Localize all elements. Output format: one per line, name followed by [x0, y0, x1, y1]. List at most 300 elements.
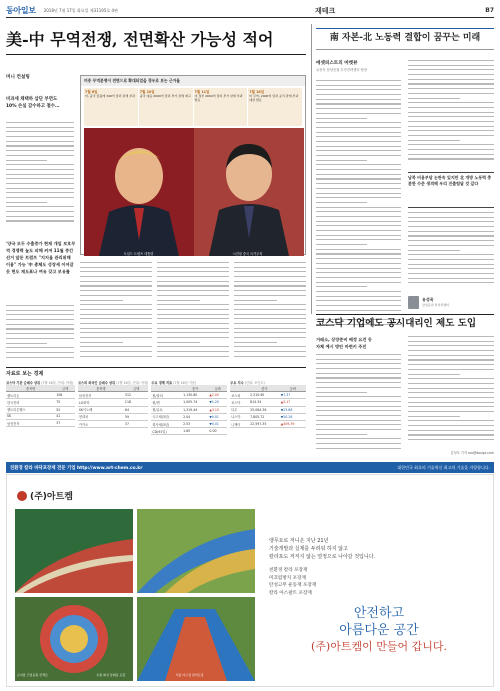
- text-line: [6, 352, 74, 353]
- text-line: [408, 254, 494, 255]
- ad-top-banner: [6, 462, 494, 473]
- rates-table: 종가 등락 원/달러 1,130.80 ▲2.00 원/엔 1,005.74 ▼1.20 원/유로 1,319.44 ▲3.10 국고채(3년) 2.04 ▼0.01 회사채(3년) 2.53 ▼0.01 CD(91일) 1.65 0.00: [151, 385, 227, 435]
- text-line: [408, 154, 494, 155]
- text-line: [316, 174, 401, 175]
- intro-line-1: 비과세 채택하 삼단 부면도: [6, 97, 58, 102]
- author-photo: [408, 296, 419, 309]
- ad-photo-caption: 곤지암 근린공원 산책로: [17, 673, 48, 677]
- text-line: [6, 122, 74, 123]
- text-line: [157, 271, 229, 272]
- text-line: [408, 350, 494, 351]
- timeline-text: 미 무역, 2000억 달러 공식 관세 부과 대상 발표: [249, 94, 299, 102]
- text-line: [316, 415, 401, 416]
- text-line: [316, 359, 401, 360]
- text-line: [80, 295, 152, 296]
- market-tables: [6, 380, 306, 456]
- text-line: [408, 439, 494, 440]
- text-line: [80, 342, 123, 343]
- text-line: [234, 281, 306, 282]
- timeline: [84, 88, 302, 126]
- text-line: [408, 430, 494, 431]
- text-line: [316, 429, 401, 430]
- text-line: [157, 285, 229, 286]
- left-headline-rule: [6, 54, 306, 55]
- text-line: [157, 351, 229, 352]
- text-line: [408, 250, 460, 251]
- text-line: [316, 443, 401, 444]
- right-col2-body-top: [408, 60, 494, 168]
- text-line: [408, 282, 494, 283]
- ad-photo-caption: 서울 야구장 칼라포장: [175, 673, 204, 677]
- left-col1-lower-body: [6, 305, 74, 363]
- text-line: [316, 127, 401, 128]
- lower-article-rule: [316, 314, 494, 315]
- timeline-text: 미 정부 2000억 달러 추가 관세 부과 발표: [194, 94, 243, 102]
- text-line: [408, 149, 494, 150]
- text-line: [6, 216, 74, 217]
- text-line: [80, 356, 152, 357]
- text-line: [408, 411, 494, 412]
- right-col1-body: [316, 80, 401, 330]
- ad-logo: [17, 489, 73, 502]
- text-line: [6, 338, 74, 339]
- text-line: [234, 342, 277, 343]
- table-row: 국고채(3년) 2.04 ▼0.01: [151, 413, 227, 420]
- text-line: [6, 169, 74, 170]
- text-line: [408, 383, 494, 384]
- text-line: [316, 188, 401, 189]
- text-line: [316, 368, 401, 369]
- left-col3-body: [157, 262, 229, 362]
- text-line: [80, 304, 152, 305]
- text-line: [316, 216, 401, 217]
- text-line: [316, 396, 401, 397]
- table-row: 셀트리온 108: [6, 392, 75, 399]
- signature-name: 유성욱: [422, 297, 434, 302]
- text-line: [6, 333, 74, 334]
- intro-headline: [6, 96, 74, 110]
- text-line: [408, 336, 494, 337]
- text-line: [234, 337, 306, 338]
- text-line: [6, 160, 47, 161]
- table-row: 현대차 59: [78, 413, 149, 420]
- left-subhead: '양국 모두 수출증가 현재 개입 보호무역 경쟁력 높도 피해 커져 11월 중간선거 앞둔 트럼프 "지지율 관리위해 이용" 가능 '中 총체도 성장세 이어갈듯 헌도 재도표나 여유 갖고 보유를: [6, 241, 76, 274]
- left-headline: 美-中 무역전쟁, 전면확산 가능성 적어: [6, 30, 274, 49]
- text-line: [80, 290, 152, 291]
- text-line: [316, 146, 401, 147]
- text-line: [408, 83, 494, 84]
- text-line: [316, 382, 401, 383]
- right-headline: 南 자본-北 노동력 결합이 꿈꾸는 미래: [329, 33, 481, 43]
- text-line: [234, 295, 306, 296]
- text-line: [408, 364, 494, 365]
- table-header: 코스피 외국인 순매수 상위 (7월 16일, 단위: 억원): [77, 381, 149, 385]
- text-line: [6, 314, 74, 315]
- text-line: [6, 220, 74, 221]
- text-line: [408, 226, 494, 227]
- market-rule: [6, 367, 306, 368]
- text-line: [80, 323, 152, 324]
- text-line: [408, 240, 494, 241]
- signature-affiliation: 삼성증권 리서치센터: [422, 303, 450, 307]
- text-line: [408, 102, 494, 103]
- text-line: [6, 305, 74, 306]
- timeline-item: [194, 88, 248, 126]
- kospi-table-block: [78, 380, 149, 456]
- text-line: [80, 351, 152, 352]
- text-line: [6, 211, 74, 212]
- left-col4-body: [234, 262, 306, 362]
- text-line: [316, 221, 401, 222]
- text-line: [316, 155, 401, 156]
- text-line: [234, 328, 306, 329]
- table-header: 코스닥 기관 순매수 상위 (7월 16일, 단위: 억원): [6, 381, 74, 385]
- text-line: [408, 140, 460, 141]
- left-col1-body: [6, 122, 74, 230]
- kosdaq-table-block: [6, 380, 75, 456]
- text-line: [80, 281, 152, 282]
- text-line: [234, 323, 306, 324]
- lower-reporter: 김성모 기자 mo@donga.com: [450, 451, 494, 455]
- text-line: [316, 235, 401, 236]
- text-line: [316, 94, 401, 95]
- text-line: [408, 93, 494, 94]
- text-line: [316, 406, 401, 407]
- text-line: [316, 263, 401, 264]
- text-line: [408, 374, 460, 375]
- text-line: [80, 314, 152, 315]
- ad-slogan: [269, 605, 489, 655]
- text-line: [408, 359, 494, 360]
- text-line: [6, 324, 74, 325]
- timeline-text: 중국 대응 2000억 달러 추가 관세 예고: [139, 94, 191, 98]
- ad-copy-line: 앵무요로 저니온 지난 21년: [269, 538, 329, 544]
- text-line: [316, 118, 367, 119]
- text-line: [408, 425, 494, 426]
- text-line: [408, 406, 494, 407]
- text-line: [80, 328, 152, 329]
- text-line: [408, 402, 494, 403]
- text-line: [80, 309, 152, 310]
- text-line: [316, 197, 401, 198]
- text-line: [316, 136, 401, 137]
- ad-slogan-2: 아름다운 공간: [339, 623, 419, 638]
- indices-table-block: [230, 380, 306, 456]
- text-line: [316, 268, 401, 269]
- right-pull-quote: 남북 비용부담 논란속 있지만 北 개방 노동력 충분한 수준 생격해 우리 진출팀달 것 같다: [408, 172, 494, 208]
- text-line: [408, 221, 494, 222]
- lower-subhead: [316, 336, 401, 350]
- text-line: [408, 231, 494, 232]
- text-line: [316, 291, 401, 292]
- text-line: [234, 356, 306, 357]
- text-line: [408, 369, 494, 370]
- text-line: [408, 88, 494, 89]
- column-divider: [311, 24, 312, 314]
- ad-copy-line: 칼라포도 저저지 않는 열정으로 나아갈 것입니다.: [269, 554, 376, 560]
- table-row: SK 41: [6, 413, 75, 419]
- text-line: [6, 347, 74, 348]
- text-line: [80, 262, 152, 263]
- page-number: B7: [485, 7, 494, 14]
- text-line: [316, 207, 401, 208]
- text-line: [316, 392, 367, 393]
- text-line: [157, 290, 229, 291]
- text-line: [408, 65, 494, 66]
- text-line: [234, 332, 306, 333]
- masthead: [6, 4, 494, 18]
- right-author: 유성욱 삼성증권 투자전략센터 팀장: [316, 68, 367, 72]
- text-line: [408, 245, 494, 246]
- text-line: [316, 164, 401, 165]
- text-line: [6, 141, 74, 142]
- text-line: [408, 212, 494, 213]
- ad-company: (주)아트켐: [30, 492, 74, 502]
- text-line: [316, 434, 367, 435]
- ad-photo-collage: [15, 509, 255, 681]
- text-line: [316, 169, 401, 170]
- text-line: [316, 448, 401, 449]
- ad-copy-line: 기술개발과 실제를 두려워 하지 않고: [269, 546, 348, 552]
- intro-line-2: 10% 손실 감수하고 철수…: [6, 104, 60, 109]
- text-line: [80, 346, 152, 347]
- text-line: [408, 392, 494, 393]
- lower-col1-body: [316, 354, 401, 454]
- text-line: [408, 107, 494, 108]
- ad-banner-left: 친환경 칼라 바닥포장재 전문 기업 http://www.art-chem.co.kr: [10, 465, 143, 471]
- text-line: [408, 98, 460, 99]
- text-line: [157, 262, 229, 263]
- photo-caption-trump: 도널드 트럼프 대통령: [123, 252, 154, 256]
- ad-photo-caption: 수원 화성 둘레길 포장: [96, 673, 126, 677]
- text-line: [6, 310, 74, 311]
- table-row: CD(91일) 1.65 0.00: [151, 428, 227, 435]
- text-line: [316, 282, 401, 283]
- text-line: [6, 192, 74, 193]
- text-line: [316, 387, 401, 388]
- text-line: [234, 318, 306, 319]
- text-line: [80, 337, 152, 338]
- text-line: [316, 122, 401, 123]
- text-line: [234, 314, 306, 315]
- text-line: [316, 202, 367, 203]
- text-line: [408, 121, 494, 122]
- text-line: [157, 346, 229, 347]
- text-line: [408, 278, 494, 279]
- text-line: [80, 271, 152, 272]
- text-line: [316, 160, 367, 161]
- ad-photo-captions: [17, 673, 255, 677]
- table-row: 코스닥 814.34 ▲5.17: [230, 399, 306, 406]
- right-signature: [408, 294, 494, 310]
- text-line: [316, 113, 401, 114]
- text-line: [6, 127, 74, 128]
- table-row: 셀트리온헬스 52: [6, 406, 75, 413]
- text-line: [408, 158, 494, 159]
- text-line: [316, 438, 401, 439]
- text-line: [316, 354, 401, 355]
- text-line: [408, 268, 494, 269]
- right-col2-body-bottom: [408, 212, 494, 290]
- text-line: [234, 271, 306, 272]
- text-line: [316, 420, 401, 421]
- kospi-table: 종목명 금액 삼성전자 312 LG화학 118 SK이노베 64 현대차 59 카카오 37: [78, 385, 149, 428]
- text-line: [316, 225, 401, 226]
- text-line: [80, 267, 152, 268]
- text-line: [316, 85, 401, 86]
- text-line: [316, 272, 401, 273]
- text-line: [6, 206, 74, 207]
- table-row: LG화학 118: [78, 399, 149, 406]
- table-row: SK이노베 64: [78, 406, 149, 413]
- text-line: [316, 401, 401, 402]
- text-line: [408, 259, 494, 260]
- lower-subhead-2: 자체 예시 방안 마련키 주진: [316, 344, 367, 349]
- text-line: [80, 276, 152, 277]
- text-line: [157, 276, 229, 277]
- text-line: [316, 249, 401, 250]
- table-row: 다우 25,064.36 ▼23.86: [230, 406, 306, 413]
- issue-date: 2018년 7월 17일 화요일 제31195호 4판: [43, 7, 118, 13]
- table-row: 회사채(3년) 2.53 ▼0.01: [151, 420, 227, 427]
- text-line: [316, 244, 367, 245]
- market-title: 자료로 보는 경제: [6, 371, 44, 377]
- timeline-date: 7월 16일: [249, 90, 265, 94]
- text-line: [157, 337, 229, 338]
- ad-products: [269, 567, 489, 597]
- ad-product-item: 미끄럼방지 포장재: [269, 575, 306, 581]
- right-column-label: 에셋피스트의 마켓뷰: [316, 61, 358, 66]
- text-line: [234, 351, 306, 352]
- text-line: [6, 164, 74, 165]
- text-line: [157, 267, 229, 268]
- text-line: [6, 188, 74, 189]
- text-line: [6, 357, 74, 358]
- lower-col2-body: [408, 336, 494, 448]
- table-row: 원/달러 1,130.80 ▲2.00: [151, 392, 227, 399]
- advertisement: [6, 474, 494, 687]
- text-line: [316, 286, 367, 287]
- text-line: [408, 116, 494, 117]
- table-row: 니케이 22,597.35 ▲409.39: [230, 420, 306, 427]
- table-row: 삼성전자 312: [78, 392, 149, 399]
- text-line: [316, 424, 401, 425]
- text-line: [316, 296, 401, 297]
- text-line: [6, 131, 74, 132]
- text-line: [80, 318, 152, 319]
- text-line: [408, 135, 494, 136]
- text-line: [316, 193, 401, 194]
- text-line: [316, 277, 401, 278]
- text-line: [316, 258, 401, 259]
- table-row: 코스피 2,310.90 ▼7.37: [230, 392, 306, 399]
- photo-caption-xi: 시진핑 중국 국가주석: [232, 252, 263, 256]
- text-line: [6, 178, 74, 179]
- text-line: [157, 300, 200, 301]
- text-line: [408, 397, 494, 398]
- text-line: [157, 295, 229, 296]
- text-line: [408, 264, 494, 265]
- text-line: [316, 310, 401, 311]
- text-line: [408, 416, 460, 417]
- text-line: [408, 74, 494, 75]
- trade-war-infographic: [80, 75, 306, 255]
- text-line: [6, 328, 74, 329]
- text-line: [6, 150, 74, 151]
- text-line: [408, 355, 494, 356]
- text-line: [408, 420, 494, 421]
- table-row: 한국전력 75: [6, 399, 75, 406]
- text-line: [408, 341, 494, 342]
- text-line: [316, 305, 401, 306]
- text-line: [6, 183, 74, 184]
- text-line: [80, 285, 152, 286]
- text-line: [6, 202, 47, 203]
- text-line: [316, 103, 401, 104]
- lower-headline: 코스닥 기업에도 공시대리인 제도 도입: [316, 318, 477, 329]
- text-line: [316, 377, 401, 378]
- text-line: [157, 281, 229, 282]
- ad-banner-right: 대한민국 최초의 기술혁신 최고의 기술을 자랑합니다.: [397, 464, 490, 470]
- text-line: [6, 319, 74, 320]
- text-line: [316, 230, 401, 231]
- text-line: [408, 126, 494, 127]
- indices-table: 종가 등락 코스피 2,310.90 ▼7.37 코스닥 814.34 ▲5.17 다우 25,064.36 ▼23.86 나스닥 7,805.72 ▼20.26 니케이 22,597.35 ▲409.39: [230, 385, 306, 428]
- text-line: [316, 300, 401, 301]
- text-line: [157, 342, 200, 343]
- text-line: [6, 174, 74, 175]
- text-line: [316, 239, 401, 240]
- timeline-item: [84, 88, 138, 126]
- text-line: [408, 345, 494, 346]
- rates-table-block: [151, 380, 227, 456]
- column-label: 머니 컨설팅: [6, 75, 30, 80]
- text-line: [316, 80, 401, 81]
- text-line: [80, 332, 152, 333]
- left-col2-body: [80, 262, 152, 362]
- timeline-item: [248, 88, 302, 126]
- text-line: [408, 434, 494, 435]
- text-line: [157, 314, 229, 315]
- text-line: [408, 388, 494, 389]
- table-row: 원/유로 1,319.44 ▲3.10: [151, 406, 227, 413]
- lower-subhead-1: 거래소, 상장준비 배정 요건 등: [316, 337, 372, 342]
- table-header: 주요 경제 지표 (7월 16일 기준): [151, 381, 197, 385]
- leaders-photo: [84, 128, 304, 256]
- text-line: [408, 79, 494, 80]
- text-line: [6, 155, 74, 156]
- text-line: [408, 378, 494, 379]
- text-line: [157, 323, 229, 324]
- ad-copy: [269, 537, 489, 561]
- text-line: [234, 290, 306, 291]
- text-line: [316, 410, 401, 411]
- text-line: [234, 267, 306, 268]
- text-line: [316, 141, 401, 142]
- text-line: [234, 309, 306, 310]
- text-line: [157, 356, 229, 357]
- text-line: [408, 235, 494, 236]
- ad-product-item: 탄성고무 운동재 포장재: [269, 583, 317, 588]
- table-row: 나스닥 7,805.72 ▼20.26: [230, 413, 306, 420]
- text-line: [408, 69, 494, 70]
- text-line: [408, 217, 494, 218]
- text-line: [316, 99, 401, 100]
- table-row: 카카오 37: [78, 420, 149, 427]
- right-headline-box: [316, 28, 494, 50]
- table-row: 삼성전자 37: [6, 419, 75, 426]
- kosdaq-table: 종목명 금액 셀트리온 108 한국전력 75 셀트리온헬스 52 SK 41 삼성전자 37: [6, 385, 75, 427]
